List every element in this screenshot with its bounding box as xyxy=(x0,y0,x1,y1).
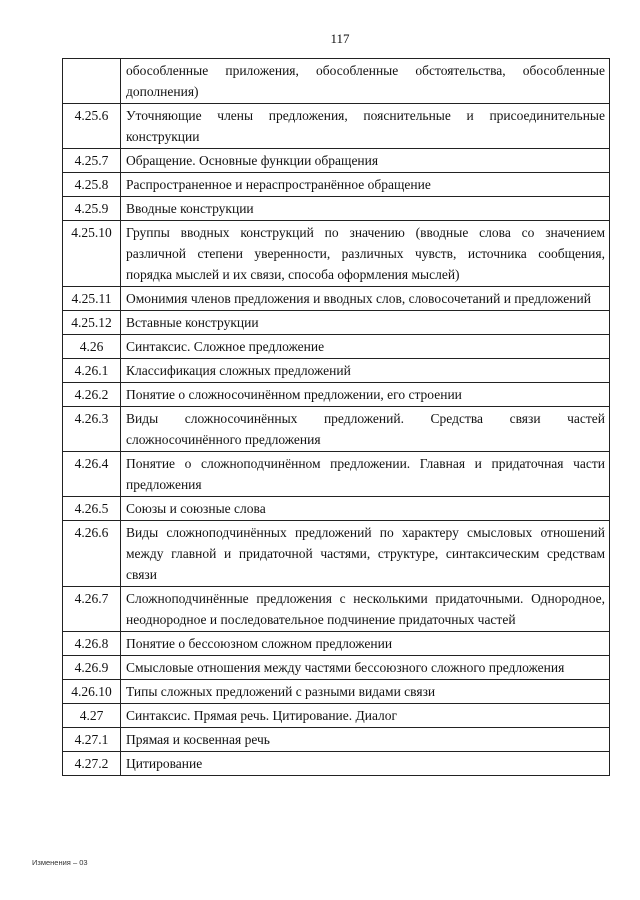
section-title: Распространенное и нераспространённое обращение xyxy=(121,173,610,197)
table-row xyxy=(63,656,610,680)
section-number: 4.26.9 xyxy=(63,656,121,680)
section-number: 4.25.6 xyxy=(63,104,121,149)
section-title: Синтаксис. Сложное предложение xyxy=(121,335,610,359)
section-title: Сложноподчинённые предложения с несколькими придаточными. Однородное, неоднородное и последовательное подчинение придаточных частей xyxy=(121,587,610,632)
section-title: Обращение. Основные функции обращения xyxy=(121,149,610,173)
section-number: 4.25.10 xyxy=(63,221,121,287)
section-title: Понятие о сложноподчинённом предложении. Главная и придаточная части предложения xyxy=(121,452,610,497)
table-row xyxy=(63,173,610,197)
revision-footer: Изменения – 03 xyxy=(32,858,88,867)
table-row xyxy=(63,59,610,104)
section-number: 4.27.2 xyxy=(63,752,121,776)
table-row xyxy=(63,704,610,728)
section-title: Классификация сложных предложений xyxy=(121,359,610,383)
section-title: Вставные конструкции xyxy=(121,311,610,335)
section-number: 4.25.12 xyxy=(63,311,121,335)
section-number: 4.27 xyxy=(63,704,121,728)
section-title: Смысловые отношения между частями бессоюзного сложного предложения xyxy=(121,656,610,680)
section-number: 4.25.8 xyxy=(63,173,121,197)
table-row xyxy=(63,521,610,587)
table-row xyxy=(63,311,610,335)
table-row xyxy=(63,452,610,497)
section-number: 4.26.3 xyxy=(63,407,121,452)
section-title: Группы вводных конструкций по значению (вводные слова со значением различной степени уверенности, различных чувств, источника сообщения, порядка мыслей и их связи, способа оформления мыслей) xyxy=(121,221,610,287)
table-row xyxy=(63,335,610,359)
section-title: Союзы и союзные слова xyxy=(121,497,610,521)
section-title: Уточняющие члены предложения, пояснительные и присоединительные конструкции xyxy=(121,104,610,149)
table-row xyxy=(63,104,610,149)
table-row xyxy=(63,680,610,704)
section-title: Прямая и косвенная речь xyxy=(121,728,610,752)
section-title: Понятие о сложносочинённом предложении, его строении xyxy=(121,383,610,407)
section-number: 4.26.8 xyxy=(63,632,121,656)
section-number: 4.25.9 xyxy=(63,197,121,221)
table-row xyxy=(63,728,610,752)
section-title: Типы сложных предложений с разными видами связи xyxy=(121,680,610,704)
section-title: Омонимия членов предложения и вводных слов, словосочетаний и предложений xyxy=(121,287,610,311)
table-row xyxy=(63,221,610,287)
section-title: Синтаксис. Прямая речь. Цитирование. Диалог xyxy=(121,704,610,728)
section-number: 4.26.10 xyxy=(63,680,121,704)
section-title: Цитирование xyxy=(121,752,610,776)
section-number: 4.26.6 xyxy=(63,521,121,587)
table-row xyxy=(63,149,610,173)
table-row xyxy=(63,752,610,776)
section-title: Понятие о бессоюзном сложном предложении xyxy=(121,632,610,656)
section-number: 4.26.5 xyxy=(63,497,121,521)
section-number: 4.25.7 xyxy=(63,149,121,173)
section-number: 4.26.1 xyxy=(63,359,121,383)
section-number: 4.27.1 xyxy=(63,728,121,752)
curriculum-table xyxy=(62,58,610,776)
table-row xyxy=(63,407,610,452)
table-row xyxy=(63,632,610,656)
section-number xyxy=(63,59,121,104)
table-row xyxy=(63,359,610,383)
table-row xyxy=(63,287,610,311)
table-row xyxy=(63,383,610,407)
page-number: 117 xyxy=(330,31,350,46)
section-title: Вводные конструкции xyxy=(121,197,610,221)
table-row xyxy=(63,197,610,221)
section-number: 4.25.11 xyxy=(63,287,121,311)
table-row xyxy=(63,587,610,632)
section-title: обособленные приложения, обособленные обстоятельства, обособленные дополнения) xyxy=(121,59,610,104)
table-row xyxy=(63,497,610,521)
section-number: 4.26.7 xyxy=(63,587,121,632)
section-number: 4.26.4 xyxy=(63,452,121,497)
section-title: Виды сложносочинённых предложений. Средства связи частей сложносочинённого предложения xyxy=(121,407,610,452)
section-title: Виды сложноподчинённых предложений по характеру смысловых отношений между главной и придаточной частями, структуре, синтаксическим средствам связи xyxy=(121,521,610,587)
section-number: 4.26.2 xyxy=(63,383,121,407)
section-number: 4.26 xyxy=(63,335,121,359)
